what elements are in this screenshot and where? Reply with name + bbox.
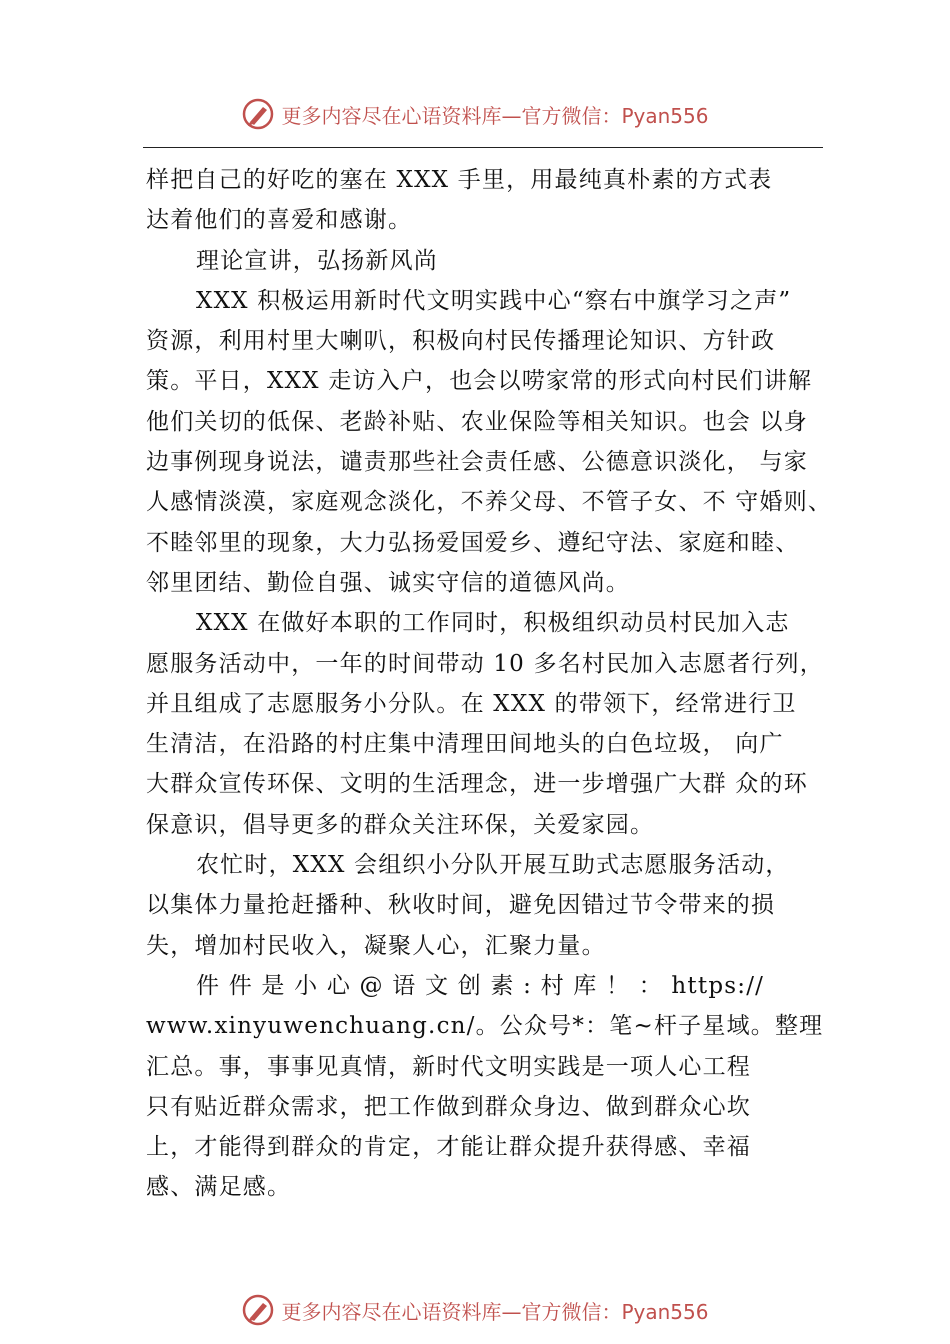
- text-line: 上，才能得到群众的肯定，才能让群众提升获得感、幸福: [146, 1134, 751, 1161]
- text-line: 邻里团结、勤俭自强、诚实守信的道德风尚。: [146, 569, 630, 596]
- page-header: [0, 94, 950, 134]
- text-line: 生清洁，在沿路的村庄集中清理田间地头的白色垃圾， 向广: [146, 731, 784, 758]
- header-banner-text: 更多内容尽在心语资料库—官方微信：Pyan556: [281, 103, 709, 128]
- text-line: 资源，利用村里大喇叭，积极向村民传播理论知识、方针政: [146, 328, 776, 355]
- text-line: 汇总。事，事事见真情，新时代文明实践是一项人心工程: [146, 1053, 751, 1080]
- text-line: 人感情淡漠，家庭观念淡化，不养父母、不管子女、不 守婚则、: [146, 489, 833, 516]
- text-line: 样把自己的好吃的塞在 XXX 手里，用最纯真朴素的方式表: [146, 167, 773, 193]
- text-line: 策。平日，XXX 走访入户，也会以唠家常的形式向村民们讲解: [146, 368, 813, 395]
- text-line: 只有贴近群众需求，把工作做到群众身边、做到群众心坎: [146, 1093, 751, 1120]
- text-line: XXX 在做好本职的工作同时，积极组织动员村民加入志: [196, 610, 790, 637]
- text-line: 达着他们的喜爱和感谢。: [146, 207, 413, 234]
- section-heading: 理论宣讲，弘扬新风尚: [196, 247, 438, 274]
- text-line: 大群众宣传环保、文明的生活理念，进一步增强广大群 众的环: [146, 771, 808, 798]
- text-line: 感、满足感。: [146, 1174, 292, 1201]
- text-line: 他们关切的低保、老龄补贴、农业保险等相关知识。也会 以身: [146, 408, 808, 435]
- text-line: 以集体力量抢赶播种、秋收时间，避免因错过节令带来的损: [146, 892, 776, 919]
- text-line: 边事例现身说法，谴责那些社会责任感、公德意识淡化， 与家: [146, 449, 808, 476]
- footer-banner-text: 更多内容尽在心语资料库—官方微信：Pyan556: [281, 1299, 709, 1324]
- pen-nib-circle-icon: [241, 97, 275, 131]
- text-line: 件 件 是 小 心 @ 语 文 创 素 : 村 库 ！ ： https://: [196, 972, 765, 999]
- text-line: 不睦邻里的现象，大力弘扬爱国爱乡、遵纪守法、家庭和睦、: [146, 529, 800, 556]
- header-divider: [143, 147, 823, 148]
- document-body: [146, 160, 846, 1208]
- text-line: www.xinyuwenchuang.cn/。公众号*：笔~杆子星域。整理: [146, 1013, 824, 1040]
- text-line: 愿服务活动中，一年的时间带动 10 多名村民加入志愿者行列，: [146, 650, 824, 677]
- page-footer: [0, 1290, 950, 1330]
- text-line: 农忙时，XXX 会组织小分队开展互助式志愿服务活动，: [196, 852, 790, 879]
- text-line: 失，增加村民收入，凝聚人心，汇聚力量。: [146, 932, 606, 959]
- pen-nib-circle-icon: [241, 1293, 275, 1327]
- text-line: 并且组成了志愿服务小分队。在 XXX 的带领下，经常进行卫: [146, 690, 797, 717]
- text-line: 保意识，倡导更多的群众关注环保，关爱家园。: [146, 811, 655, 838]
- text-line: XXX 积极运用新时代文明实践中心“察右中旗学习之声”: [196, 287, 792, 314]
